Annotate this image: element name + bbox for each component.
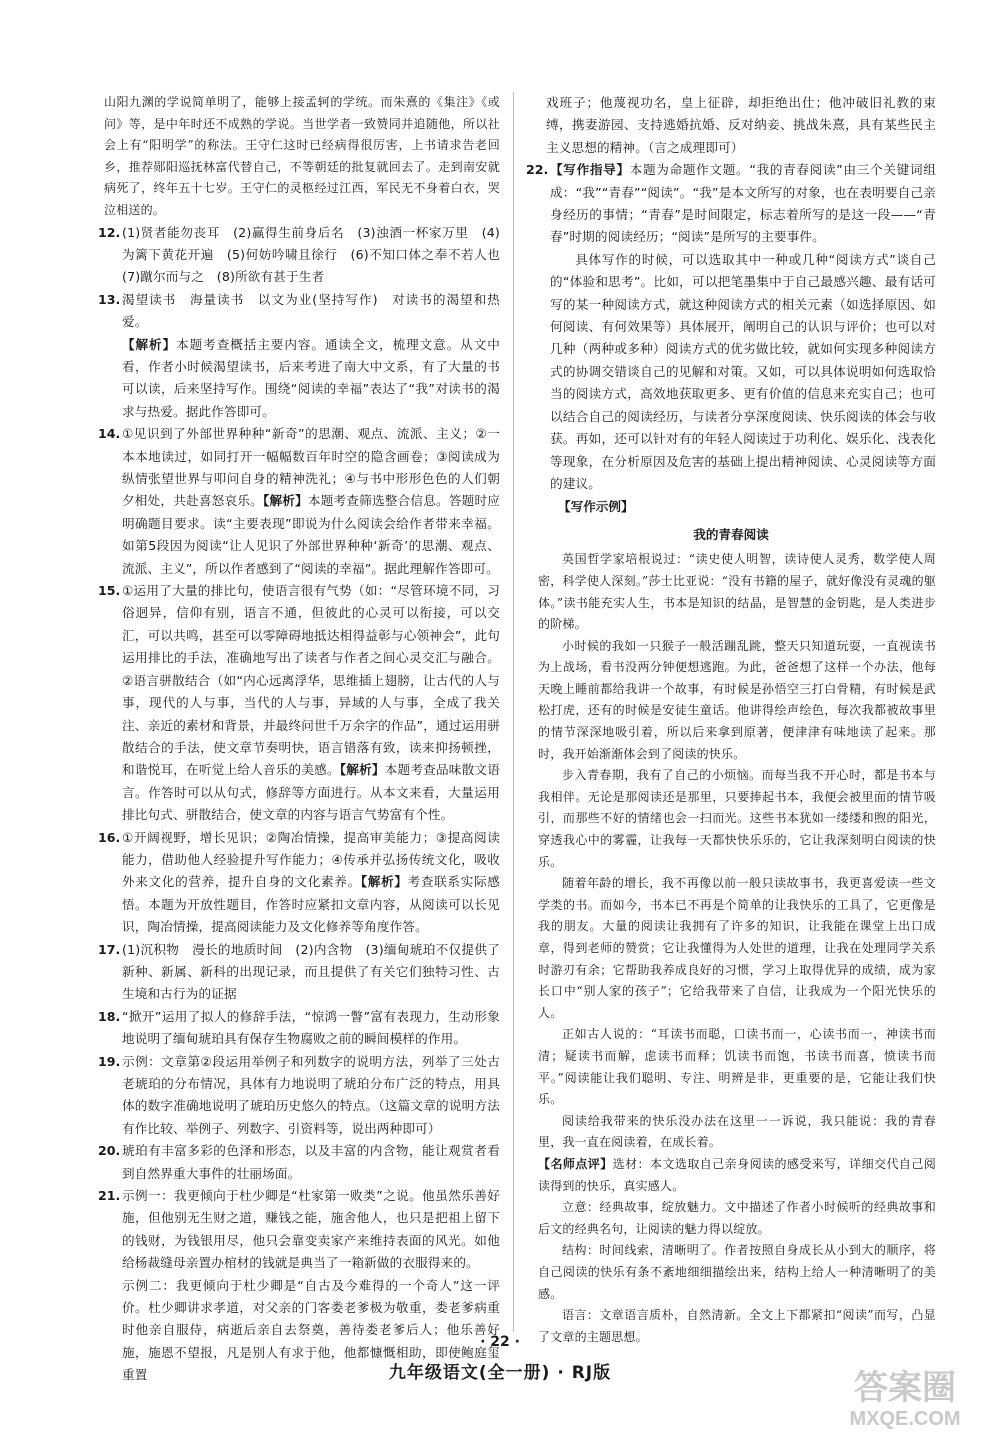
analysis-tag: 【解析】	[360, 874, 408, 890]
answer-13	[98, 289, 500, 423]
column-divider	[513, 92, 514, 1332]
answer-number: 21.	[98, 1188, 121, 1204]
answer-number: 17.	[98, 941, 121, 957]
answer-number: 15.	[98, 583, 121, 599]
answer-text: 琥珀有丰富多彩的色泽和形态，以及丰富的内含物，能让观赏者看到自然界重大事件的壮丽场面。	[122, 1143, 500, 1181]
answer-18	[98, 1006, 500, 1051]
watermark-logo	[820, 1363, 990, 1433]
answer-number: 12.	[98, 224, 121, 240]
answer-number: 18.	[98, 1008, 121, 1024]
answer-number: 20.	[98, 1143, 121, 1159]
answer-15	[98, 580, 500, 826]
page-number: · 22 ·	[480, 1334, 520, 1350]
answer-text: ①开阔视野，增长见识；②陶冶情操，提高审美能力；③提高阅读能力，借助他人经验提升写作能力；④传承并弘扬传统文化，吸收外来文化的营养，提升自身的文化素养。	[122, 829, 500, 890]
writing-guide-tag: 【写作指导】	[550, 162, 630, 178]
answer-14	[98, 423, 500, 580]
answer-12	[98, 222, 513, 289]
answer-text: 示例一：我更倾向于杜少卿是“杜家第一败类”之说。他虽然乐善好施，但他别无生财之道，赚钱之能，施舍他人，也只是把祖上留下的钱财，为钱银用尽，他只会靠变卖家产来维持表面的风光。如他给杨裁缝母亲置办棺材的钱就是典当了一箱新做的衣服得来的。	[122, 1188, 500, 1271]
teacher-review-text: 结构：时间线索，清晰明了。作者按照自身成长从小到大的顺序，将自己阅读的快乐有条不紊地细细描绘出来，结构上给人一种清晰明了的美感。	[538, 1243, 936, 1301]
teacher-review-text: 语言：文章语言质朴，自然清新。全文上下都紧扣“阅读”而写，凸显了文章的主题思想。	[538, 1308, 936, 1344]
answer-22	[526, 159, 936, 495]
teacher-review-text: 选材：本文选取自己亲身阅读的感受来写，详细交代自己阅读得到的快乐，真实感人。	[538, 1156, 936, 1193]
analysis-text: 本题考查概括主要内容。通读全文，梳理文意。从文中看，作者小时候渴望读书，后来考进了南大中文系，有了大量的书可以读，后来坚持写作。围绕“阅读的幸福”表达了“我”对读书的渴求与热爱。据此作答即可。	[122, 336, 500, 419]
essay-paragraph: 小时候的我如一只猴子一般活蹦乱跳，整天只知道玩耍，一直视读书为上战场，看书没两分钟便想逃跑。为此，爸爸想了这样一个办法，他每天晚上睡前都给我讲一个故事，有时候是孙悟空三打白骨精，有时候是武松打虎，还有的时候是安徒生童话。他讲得绘声绘色，每次我都被故事里的情节深深地吸引着，所以后来拿到原著，便津津有味地读了起来。那时，我开始渐渐体会到了阅读的快乐。	[538, 638, 936, 761]
answer-text: (1)贤者能勿丧耳 (2)赢得生前身后名 (3)浊酒一杯家万里 (4)为篱下黄花开遍 (5)何妨吟啸且徐行 (6)不知口体之奉不若人也 (7)蹴尔而与之 (8)所欲有甚于生者	[122, 224, 513, 285]
answer-number: 19.	[98, 1053, 121, 1069]
answer-text: ①运用了大量的排比句，使语言很有气势（如：“尽管环境不同，习俗迥异，信仰有别，语言不通，但彼此的心灵可以衔接，可以交汇，可以共鸣，甚至可以零障碍地抵达相得益彰与心领神会”，此句运用排比的手法，准确地写出了读者与作者之间心灵交汇与融合。②语言骈散结合（如“内心远离浮华，思维插上翅膀，让古代的人与事，现代的人与事，当代的人与事，异域的人与事，全成了我关注、亲近的素材和背景，并最终问世千万余字的作品”，通过运用骈散结合的手法，使文章节奏明快，语言错落有致，读来抑扬顿挫，和谐悦耳，在听觉上给人音乐的美感。	[122, 583, 500, 778]
answer-text: 渴望读书 海量读书 以文为业(坚持写作) 对读书的渴望和热爱。	[122, 291, 500, 330]
teacher-review-tag: 【名师点评】	[538, 1156, 613, 1171]
answer-19	[98, 1051, 500, 1141]
analysis-tag: 【解析】	[262, 493, 308, 509]
essay-paragraph: 正如古人说的：“耳读书而聪，口读书而一，心读书而一，神读书而清；疑读书而解，虑读书而释；饥读书而饱，书读书而喜，愤读书而平。”阅读能让我们聪明、专注、明辨是非，更重要的是，它能让我们快乐。	[538, 1027, 936, 1107]
answer-20	[98, 1140, 500, 1185]
analysis-text: 本题考查品味散文语言。作答时可以从句式，修辞等方面进行。从本文来看，大量运用排比句式、骈散结合，使文章的内容与语言气势富有个性。	[122, 762, 500, 823]
q11-translation-continued: 山阳九渊的学说简单明了，能够上接孟轲的学统。而朱熹的《集注》《或问》等，是中年时还不成熟的学说。当世学者一致赞同并追随他，所以社会上有“阳明学”的称法。王守仁这时已经病得很厉害，上书请求告老回乡，推荐郧阳巡抚林富代替自己，不等朝廷的批复就回去了。走到南安就病死了，终年五十七岁。王守仁的灵柩经过江西，军民无不身着白衣，哭泣相送的。	[104, 95, 500, 217]
answer-text: ①见识到了外部世界种种“新奇”的思潮、观点、流派、主义；②一本本地读过，如同打开一幅幅数百年时空的隐含画卷；③阅读成为纵情张望世界与叩问自身的精神洗礼；④与书中形形色色的人们朝夕相处，共赴喜怒哀乐。	[122, 426, 500, 509]
essay-paragraph: 阅读给我带来的快乐没办法在这里一一诉说，我只能说：我的青春里，我一直在阅读着，在成长着。	[538, 1113, 936, 1150]
watermark-text: 答案圈	[854, 1369, 956, 1407]
analysis-text: 考查联系实际感悟。本题为开放性题目，作答时应紧扣文章内容，从阅读可以长见识，陶冶情操，提高阅读能力及文化修养等角度作答。	[122, 874, 500, 935]
teacher-review-text: 立意：经典故事，绽放魅力。文中描述了作者小时候听的经典故事和后文的经典名句，让阅读的魅力得以绽放。	[538, 1200, 936, 1236]
analysis-tag: 【解析】	[339, 762, 385, 778]
analysis-tag: 【解析】	[122, 336, 177, 352]
essay-title: 我的青春阅读	[693, 527, 769, 543]
answer-16	[98, 827, 500, 939]
essay-body	[526, 549, 936, 1348]
answer-number: 16.	[98, 829, 121, 845]
essay-paragraph: 随着年龄的增长，我不再像以前一般只读故事书，我更喜爱读一些文学类的书。而如今，书本已不再是个简单的让我快乐的工具了，它更像是我的朋友。大量的阅读让我拥有了许多的知识，让我能在课堂上出口成章，得到老师的赞赏；它让我懂得为人处世的道理，让我在处理同学关系时游刃有余；它帮助我养成良好的习惯，学习上取得优异的成绩，成为家长口中“别人家的孩子”；它给我带来了自信，让我成为一个阳光快乐的人。	[538, 876, 936, 1020]
watermark-url: MXQE.COM	[849, 1408, 961, 1430]
answer-number: 22.	[526, 162, 549, 178]
answer-text: “掀开”运用了拟人的修辞手法，“惊鸿一瞥”富有表现力，生动形象地说明了缅甸琥珀具有保存生物腐败之前的瞬间模样的作用。	[122, 1008, 500, 1047]
answer-17	[98, 939, 500, 1006]
answer-text: 示例：文章第②段运用举例子和列数字的说明方法，列举了三处古老琥珀的分布情况，具体有力地说明了琥珀分布广泛的特点，用具体的数字准确地说明了琥珀历史悠久的特点。（这篇文章的说明方法有作比较、举例子、列数字、引资料等，说出两种即可）	[122, 1053, 500, 1136]
answer-number: 13.	[98, 291, 121, 307]
right-column	[526, 92, 936, 1348]
writing-sample-tag: 【写作示例】	[558, 499, 634, 515]
essay-paragraph: 英国哲学家培根说过：“读史使人明智，读诗使人灵秀，数学使人周密，科学使人深刻。”莎士比亚说：“没有书籍的屋子，就好像没有灵魂的躯体。”读书能充实人生，书本是知识的结晶，是智慧的金钥匙，是人类进步的阶梯。	[538, 552, 936, 632]
answer-text-2: 示例二：我更倾向于杜少卿是“自古及今难得的一个奇人”这一评价。杜少卿讲求孝道，对父亲的门客娄老爹极为敬重，娄老爹病重时他亲自服侍，病逝后亲自去祭奠，善待娄老爹后人；他乐善好施，施恩不望报，凡是别人有求于他，他都慷慨相助，即使鲍庭玺重置	[122, 1277, 500, 1383]
essay-paragraph: 步入青春期，我有了自己的小烦恼。而每当我不开心时，都是书本与我相伴。无论是那阅读还是那里，只要捧起书本，我便会被里面的情节吸引，而那些不好的情绪也会一扫而光。这些书本犹如一缕缕和煦的阳光，穿透我心中的雾霾，让我每一天都快快乐乐的，它让我深刻明白阅读的快乐。	[538, 768, 936, 869]
writing-guide-text-2: 具体写作的时候，可以选取其中一种或几种“阅读方式”谈自己的“体验和思考”。比如，可以把笔墨集中于自己最感兴趣、最有话可写的某一种阅读方式，就这种阅读方式的相关元素（如选择原因、如何阅读、有何效果等）具体展开，阐明自己的认识与评价；也可以对几种（两种或多种）阅读方式的优劣做比较，就如何实现多种阅读方式的协调交错谈自己的见解和对策。又如，可以具体说明如何选取恰当的阅读方式，高效地获取更多、更有价值的信息来充实自己；也可以结合自己的阅读经历，与读者分享深度阅读、快乐阅读的体会与收获。再如，还可以针对有的年轻人阅读过于功利化、娱乐化、浅表化等现象，在分析原因及危害的基础上提出精神阅读、心灵阅读等方面的建议。	[550, 251, 936, 491]
answer-text: (1)沉积物 漫长的地质时间 (2)内含物 (3)缅甸琥珀不仅提供了新种、新属、新科的出现记录，而且提供了有关它们独特习性、古生境和古行为的证据	[122, 941, 500, 1002]
answer-21-continued: 戏班子；他蔑视功名，皇上征辟，却拒绝出仕；他冲破旧礼教的束缚，携妻游园、支持逃婚抗婚、反对纳妾、挑战朱熹，具有某些民主主义思想的精神。（言之成理即可）	[546, 95, 936, 155]
writing-guide-text: 本题为命题作文题。“我的青春阅读”由三个关键词组成：“我”“青春”“阅读”。“我”是本文所写的对象，也在表明要自己亲身经历的事情；“青春”是时间限定，标志着所写的是这一段——“青春”时期的阅读经历；“阅读”是所写的主要事件。	[550, 162, 936, 245]
answer-21	[98, 1185, 500, 1387]
answer-number: 14.	[98, 426, 121, 442]
analysis-text: 本题考查筛选整合信息。答题时应明确题目要求。读“主要表现”即说为什么阅读会给作者带来幸福。如第5段因为阅读“让人见识了外部世界种种‘新奇’的思潮、观点、流派、主义”，所以作者感到了“阅读的幸福”。据此理解作答即可。	[122, 493, 500, 576]
left-column	[98, 92, 513, 1387]
book-title: 九年级语文(全一册) · RJ版	[388, 1363, 612, 1383]
